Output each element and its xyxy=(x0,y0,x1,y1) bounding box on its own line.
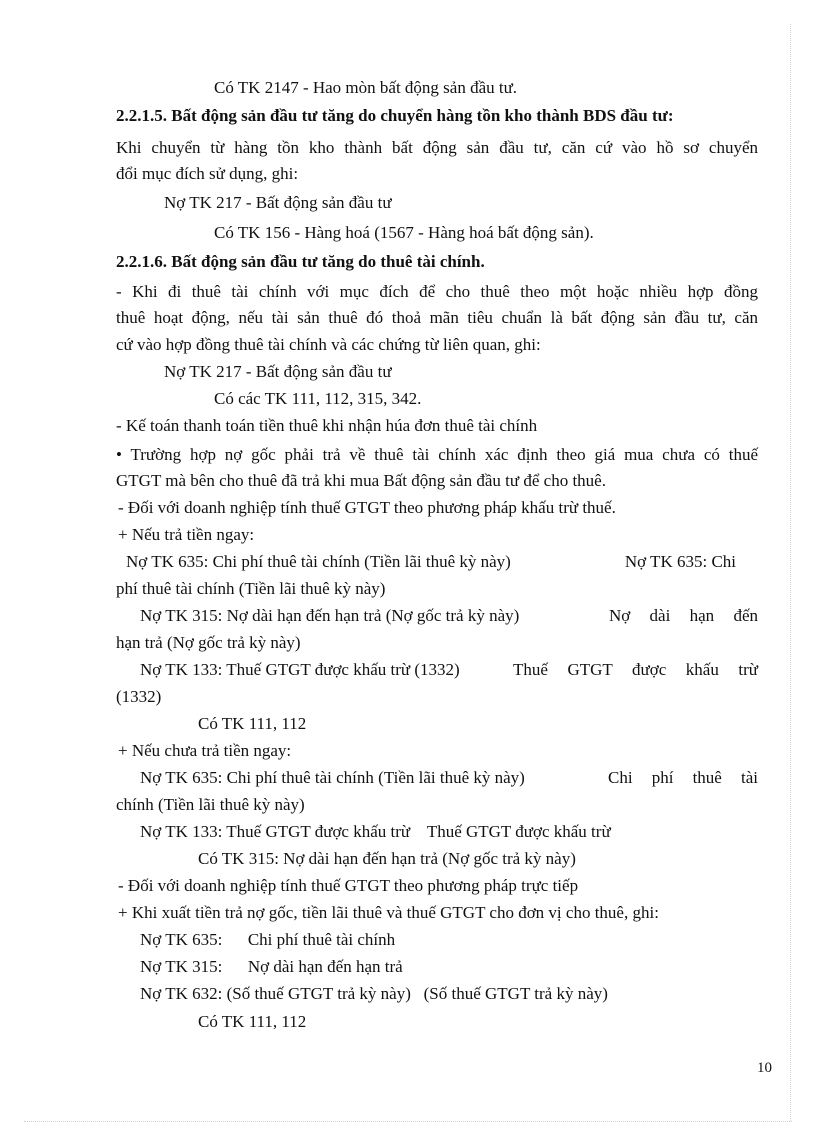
text-line: Nợ TK 635: Chi phí thuê tài chính xyxy=(140,930,396,949)
text-line xyxy=(140,660,758,680)
text-line: Có TK 111, 112 xyxy=(198,714,307,733)
text-segment: Nợ dài hạn đến xyxy=(609,606,758,625)
text-line: + Khi xuất tiền trả nợ gốc, tiền lãi thuê và thuế GTGT cho đơn vị cho thuê, ghi: xyxy=(118,903,659,922)
text-line: - Kế toán thanh toán tiền thuê khi nhận húa đơn thuê tài chính xyxy=(116,416,538,435)
text-line: thuê hoạt động, nếu tài sản thuê đó thoả mãn tiêu chuẩn là bất động sản đầu tư, căn xyxy=(116,308,758,327)
text-line xyxy=(126,552,736,572)
text-line: Nợ TK 315: Nợ dài hạn đến hạn trả xyxy=(140,957,403,976)
text-line: cứ vào hợp đồng thuê tài chính và các chứng từ liên quan, ghi: xyxy=(116,335,541,354)
text-segment: Thuế GTGT được khấu trừ xyxy=(513,660,758,679)
text-segment: Nợ TK 133: Thuế GTGT được khấu trừ (1332) xyxy=(140,660,460,679)
text-line: Có TK 315: Nợ dài hạn đến hạn trả (Nợ gốc trả kỳ này) xyxy=(198,849,576,868)
text-line: + Nếu trả tiền ngay: xyxy=(118,525,255,544)
text-line: chính (Tiền lãi thuê kỳ này) xyxy=(116,795,305,814)
text-segment: Chi phí thuê tài xyxy=(608,768,758,787)
text-line: GTGT mà bên cho thuê đã trả khi mua Bất động sản đầu tư để cho thuê. xyxy=(116,471,606,490)
text-line: Khi chuyển từ hàng tồn kho thành bất động sản đầu tư, căn cứ vào hồ sơ chuyển xyxy=(116,138,758,157)
text-line: đổi mục đích sử dụng, ghi: xyxy=(116,164,299,183)
text-line: Nợ TK 632: (Số thuế GTGT trả kỳ này) (Số thuế GTGT trả kỳ này) xyxy=(140,984,608,1003)
text-line: (1332) xyxy=(116,687,162,706)
text-line: Có TK 111, 112 xyxy=(198,1012,307,1031)
text-line xyxy=(140,606,758,626)
text-segment: Nợ TK 635: Chi phí thuê tài chính (Tiền lãi thuê kỳ này) xyxy=(140,768,525,787)
text-line: Nợ TK 217 - Bất động sản đầu tư xyxy=(164,362,392,381)
text-line: Có các TK 111, 112, 315, 342. xyxy=(214,389,422,408)
text-segment: Nợ TK 315: Nợ dài hạn đến hạn trả (Nợ gốc trả kỳ này) xyxy=(140,606,520,625)
page-border-bottom xyxy=(24,1121,792,1122)
text-segment: Nợ TK 635: Chi phí thuê tài chính (Tiền lãi thuê kỳ này) xyxy=(126,552,511,571)
text-line: hạn trả (Nợ gốc trả kỳ này) xyxy=(116,633,301,652)
text-line xyxy=(140,768,758,788)
section-heading: 2.2.1.6. Bất động sản đầu tư tăng do thuê tài chính. xyxy=(116,252,485,271)
text-line: Có TK 156 - Hàng hoá (1567 - Hàng hoá bất động sản). xyxy=(214,223,594,242)
text-line: • Trường hợp nợ gốc phải trả về thuê tài chính xác định theo giá mua chưa có thuế xyxy=(116,445,758,464)
section-heading: 2.2.1.5. Bất động sản đầu tư tăng do chuyển hàng tồn kho thành BDS đầu tư: xyxy=(116,106,674,125)
page-number: 10 xyxy=(757,1060,772,1076)
page-border-right xyxy=(790,24,791,1121)
text-segment: Nợ TK 635: Chi xyxy=(624,552,736,571)
text-line: - Đối với doanh nghiệp tính thuế GTGT theo phương pháp trực tiếp xyxy=(118,876,579,895)
text-line: Nợ TK 133: Thuế GTGT được khấu trừ Thuế GTGT được khấu trừ xyxy=(140,822,611,841)
text-line: - Đối với doanh nghiệp tính thuế GTGT theo phương pháp khấu trừ thuế. xyxy=(118,498,616,517)
text-line: - Khi đi thuê tài chính với mục đích để cho thuê theo một hoặc nhiều hợp đồng xyxy=(116,282,758,301)
text-line: phí thuê tài chính (Tiền lãi thuê kỳ này) xyxy=(116,579,386,598)
text-line: + Nếu chưa trả tiền ngay: xyxy=(118,741,292,760)
text-line: Có TK 2147 - Hao mòn bất động sản đầu tư. xyxy=(214,78,518,97)
text-line: Nợ TK 217 - Bất động sản đầu tư xyxy=(164,193,392,212)
